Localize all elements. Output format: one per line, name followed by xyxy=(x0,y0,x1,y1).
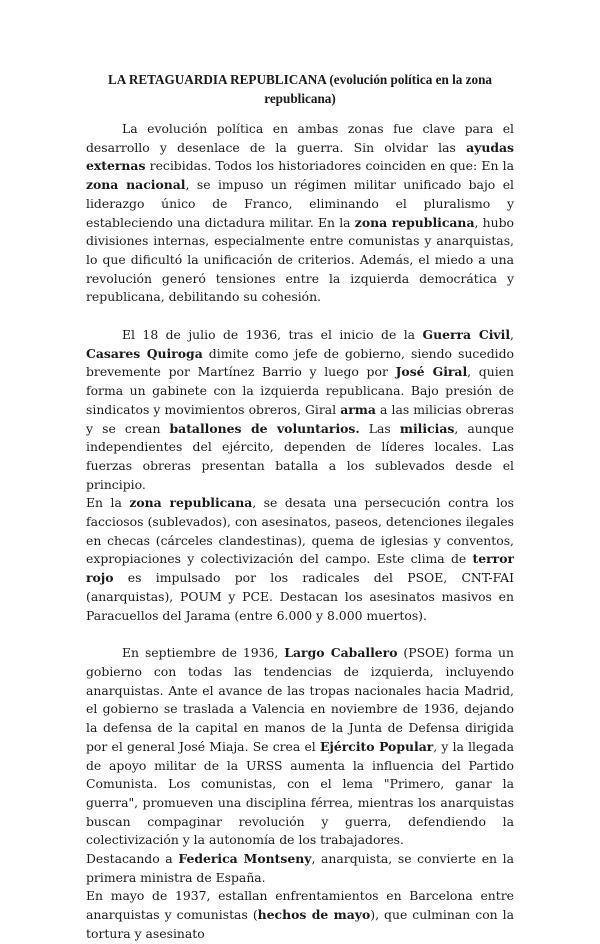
text-run: , xyxy=(510,327,514,343)
paragraph xyxy=(86,326,514,494)
bold-text: Federica Montseny xyxy=(178,851,312,867)
text-run: , y la llegada de apoyo militar de la URSS aumenta la influencia del Partido Comunista. Los comunistas, con el lema "Primero, ganar la guerra", promueven una disciplina férrea, mientras los anarquistas buscan compaginar revolución y guerra, defendiendo la colectivización y la autonomía de los trabajadores. xyxy=(86,738,514,848)
paragraph-gap xyxy=(86,307,514,326)
text-run: La evolución política en ambas zonas fue clave para el desarrollo y desenlace de la guerra. Sin olvidar las xyxy=(86,121,514,155)
text-run: ), que culminan con la tortura y asesinato xyxy=(86,907,514,941)
bold-text: zona republicana xyxy=(129,495,253,511)
text-run: a las milicias obreras y se crean xyxy=(86,401,514,436)
paragraph xyxy=(86,120,514,307)
bold-text: Guerra Civil xyxy=(422,327,511,343)
bold-text: batallones de voluntarios. xyxy=(169,420,360,436)
document-title: LA RETAGUARDIA REPUBLICANA (evolución política en la zona republicana) xyxy=(107,72,493,106)
bold-text: Casares Quiroga xyxy=(86,345,203,361)
text-run: , aunque independientes del ejército, dependen de líderes locales. Las fuerzas obreras presentan batalla a los sublevados desde el principio. xyxy=(86,420,514,492)
text-run: dimite como jefe de gobierno, siendo sucedido brevemente por Martínez Barrio y luego por xyxy=(86,345,514,380)
bold-text: arma xyxy=(340,401,376,417)
text-run: , hubo divisiones internas, especialmente entre comunistas y anarquistas, lo que dificultó la unificación de criterios. Además, el miedo a una revolución generó tensiones entre la izquierda democrática y republicana, debilitando su cohesión. xyxy=(86,214,514,305)
bold-text: José Giral xyxy=(395,364,468,380)
text-run: En septiembre de 1936, xyxy=(122,645,285,661)
text-run: , anarquista, se convierte en la primera ministra de España. xyxy=(86,851,514,885)
bold-text: ayudas externas xyxy=(86,139,514,174)
paragraph xyxy=(86,887,514,943)
text-run: , quien forma un gabinete con la izquierda republicana. Bajo presión de sindicatos y movimientos obreros, Giral xyxy=(86,364,514,417)
bold-text: milicias xyxy=(399,420,455,436)
text-run: Las xyxy=(359,420,400,436)
paragraph-gap xyxy=(86,625,514,644)
text-run: , se impuso un régimen militar unificado bajo el liderazgo único de Franco, eliminando el pluralismo y estableciendo una dictadura militar. En la xyxy=(86,177,514,230)
paragraph xyxy=(86,644,514,850)
paragraph xyxy=(86,494,514,625)
text-run: es impulsado por los radicales del PSOE, CNT-FAI (anarquistas), POUM y PCE. Destacan los asesinatos masivos en Paracuellos del Jarama (entre 6.000 y 8.000 muertos). xyxy=(86,570,514,623)
text-run: recibidas. Todos los historiadores coinciden en que: En la xyxy=(145,158,514,174)
bold-text: hechos de mayo xyxy=(257,907,371,923)
bold-text: Ejército Popular xyxy=(319,738,434,754)
document-body xyxy=(86,120,514,944)
text-run: En mayo de 1937, estallan enfrentamientos en Barcelona entre anarquistas y comunistas ( xyxy=(86,888,514,923)
text-run: , se desata una persecución contra los facciosos (sublevados), con asesinatos, paseos, detenciones ilegales en checas (cárceles clandestinas), quema de iglesias y conventos, expropiaciones y colectivización del campo. Este clima de xyxy=(86,495,514,567)
text-run: (PSOE) forma un gobierno con todas las tendencias de izquierda, incluyendo anarquistas. Ante el avance de las tropas nacionales hacia Madrid, el gobierno se traslada a Valencia en noviembre de 1936, dejando la defensa de la capital en manos de la Junta de Defensa dirigida por el general José Miaja. Se crea el xyxy=(86,645,514,754)
text-run: El 18 de julio de 1936, tras el inicio de la xyxy=(122,327,423,343)
text-run: En la xyxy=(86,495,130,511)
paragraph xyxy=(86,850,514,887)
bold-text: zona nacional xyxy=(86,177,186,193)
text-run: Destacando a xyxy=(86,851,179,867)
bold-text: zona republicana xyxy=(354,214,475,230)
bold-text: Largo Caballero xyxy=(284,645,398,661)
bold-text: terror rojo xyxy=(86,551,514,586)
